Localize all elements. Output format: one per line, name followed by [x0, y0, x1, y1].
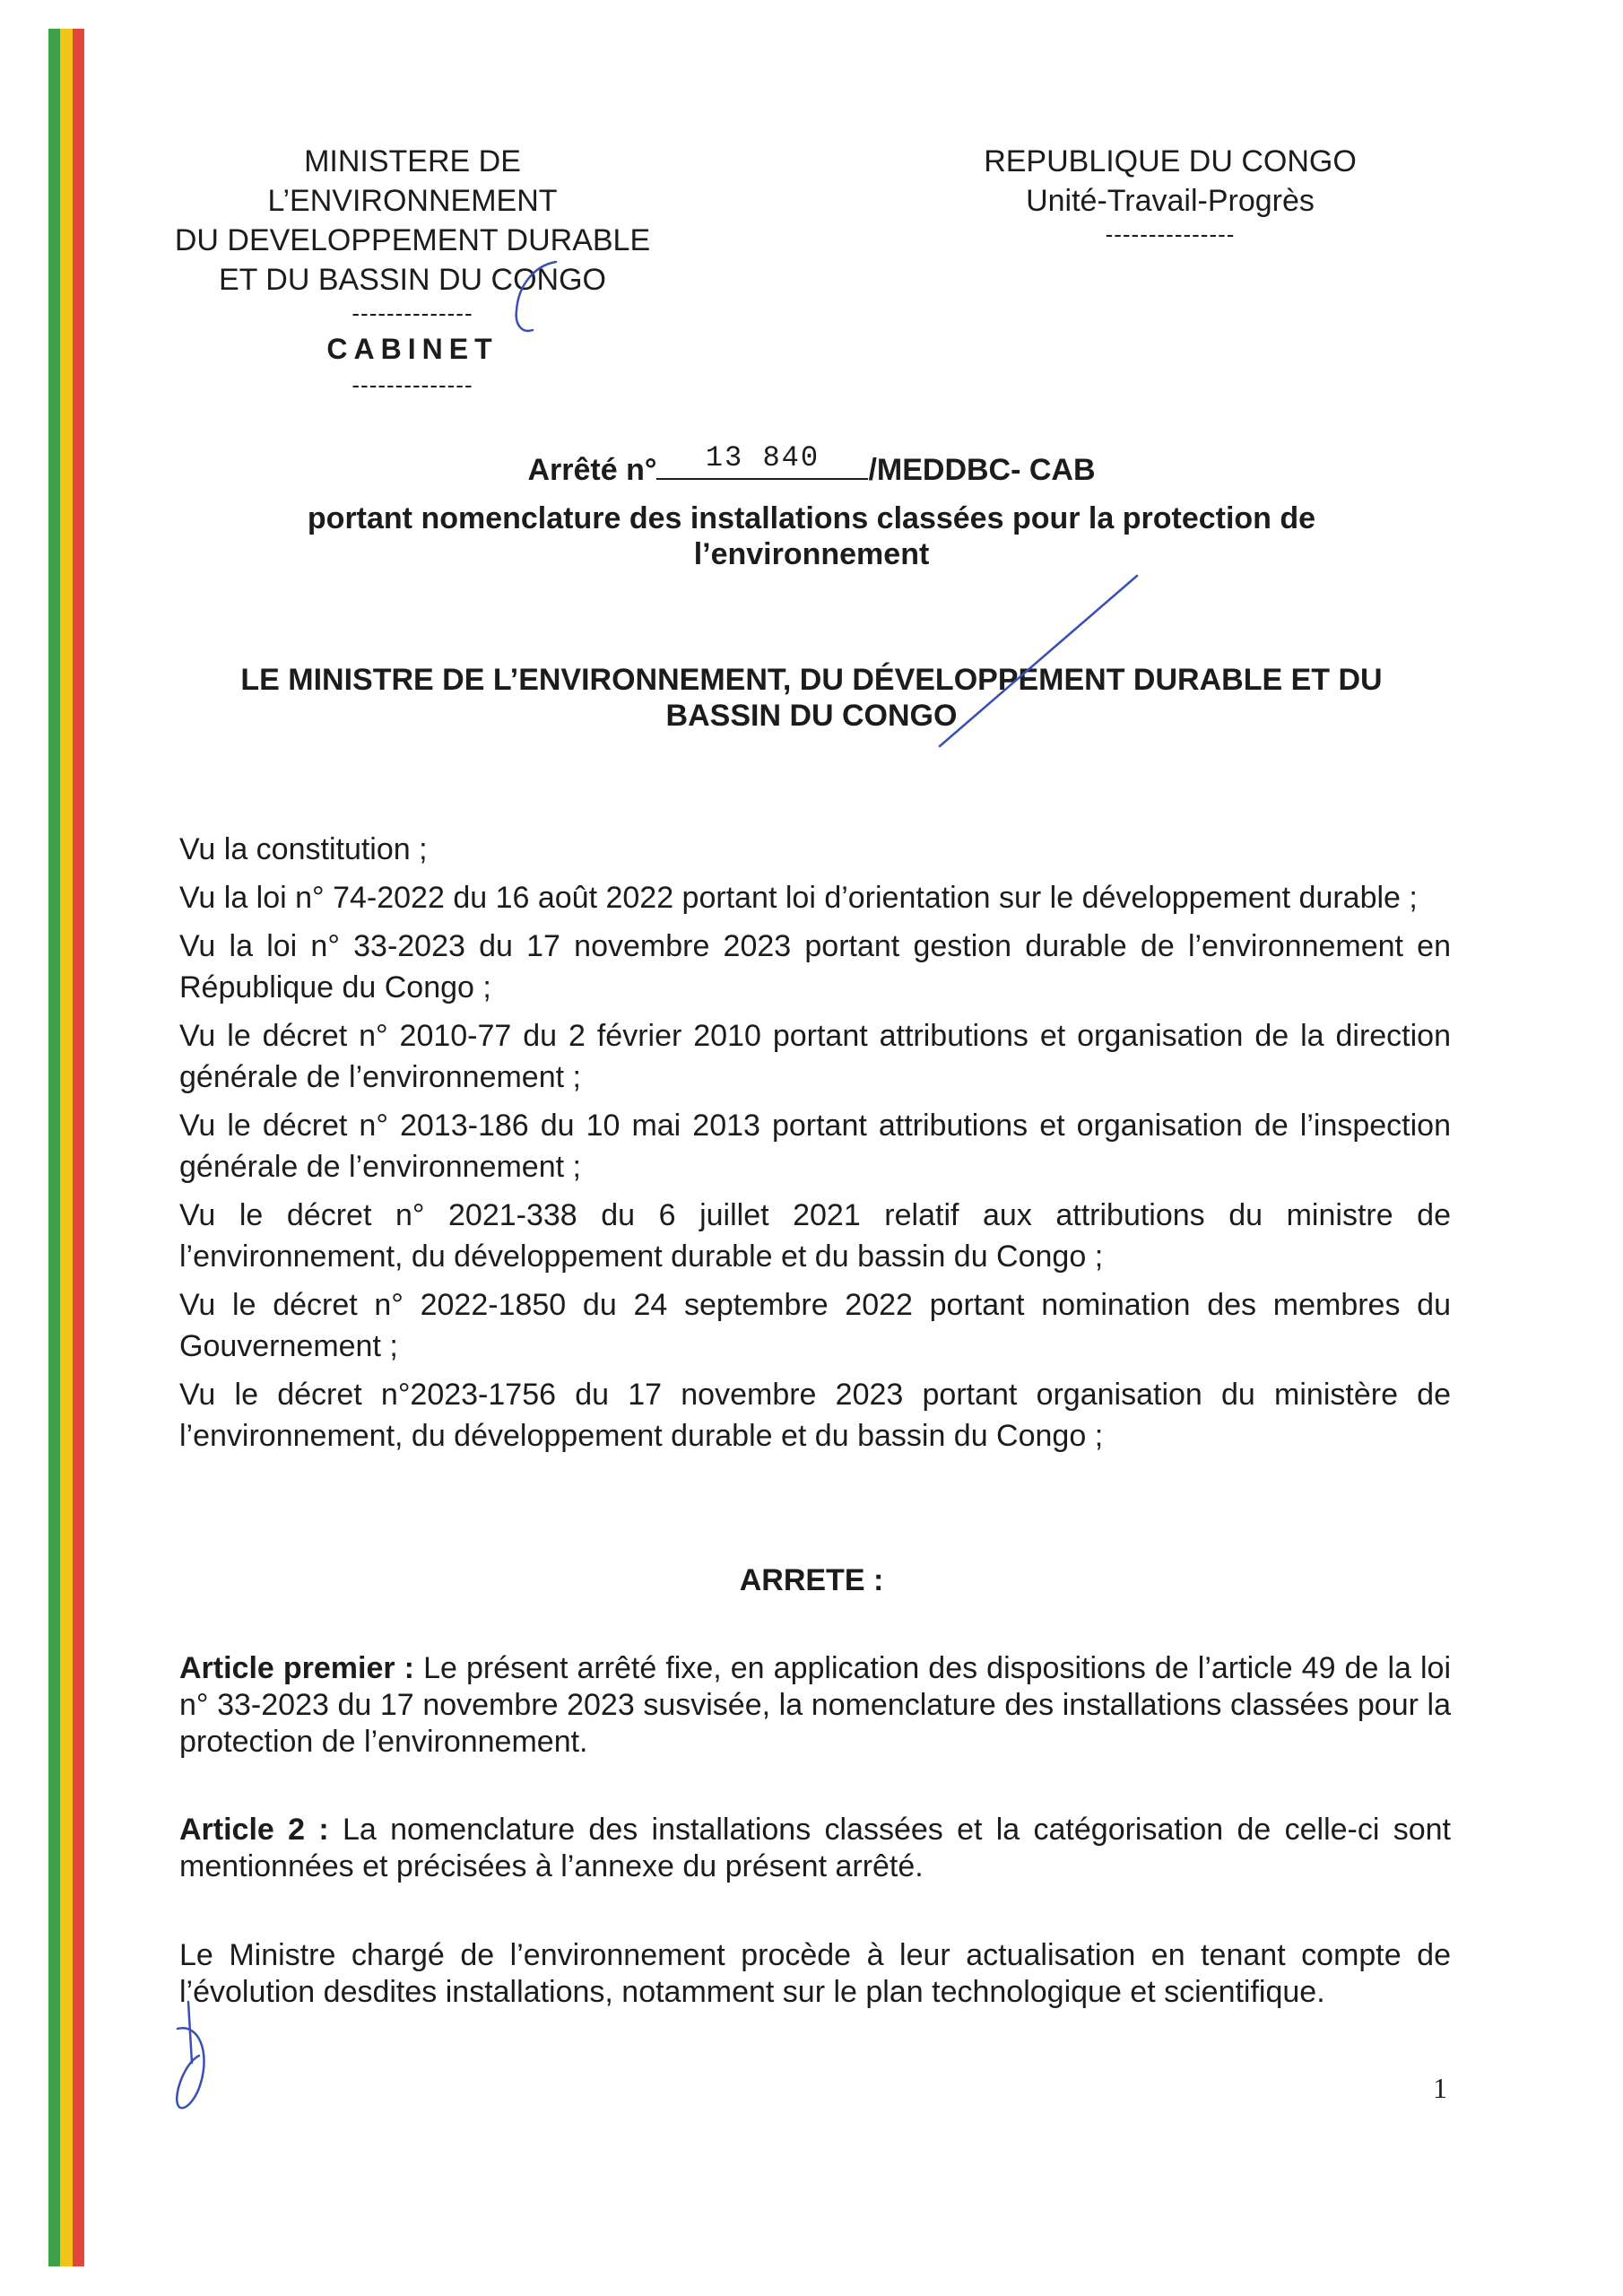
order-subject	[179, 500, 1444, 572]
minister-heading-line-2: BASSIN DU CONGO	[665, 699, 958, 733]
minister-heading-line-1: LE MINISTRE DE L’ENVIRONNEMENT, DU DÉVELOPPEMENT DURABLE ET DU	[240, 663, 1383, 697]
page-number: 1	[1433, 2072, 1447, 2104]
order-suffix: /MEDDBC- CAB	[868, 453, 1096, 487]
ministry-separator-bottom: --------------	[352, 371, 473, 398]
republic-motto: Unité-Travail-Progrès	[1026, 184, 1315, 218]
visa-item: Vu la loi n° 33-2023 du 17 novembre 2023 portant gestion durable de l’environnement en République du Congo ;	[179, 929, 1451, 1004]
republic-name: REPUBLIQUE DU CONGO	[984, 144, 1357, 178]
order-number: 13 840	[705, 441, 820, 474]
flag-yellow-band	[60, 29, 72, 2266]
republic-header	[946, 142, 1394, 248]
flag-red-band	[73, 29, 84, 2266]
article-premier-label: Article premier :	[179, 1651, 415, 1685]
flag-stripe	[48, 29, 84, 2266]
visa-item: Vu le décret n° 2021-338 du 6 juillet 2021 relatif aux attributions du ministre de l’environnement, du développement durable et du bassin du Congo ;	[179, 1198, 1451, 1274]
arrete-heading: ARRETE :	[739, 1563, 884, 1597]
visa-item: Vu la loi n° 74-2022 du 16 août 2022 portant loi d’orientation sur le développement durable ;	[179, 881, 1418, 915]
order-number-line	[179, 441, 1444, 490]
order-number-field	[656, 441, 868, 480]
flag-green-band	[48, 29, 60, 2266]
cabinet-label: CABINET	[326, 333, 499, 365]
visas-list	[179, 829, 1451, 1464]
order-prefix: Arrêté n°	[527, 453, 657, 487]
paraph-mark	[177, 2002, 204, 2108]
visa-item: Vu le décret n°2023-1756 du 17 novembre 2023 portant organisation du ministère de l’environnement, du développement durable et du bassin du Congo ;	[179, 1378, 1451, 1453]
order-subject-line-2: l’environnement	[693, 537, 930, 571]
minister-heading	[179, 662, 1444, 734]
article-2	[179, 1812, 1451, 1885]
republic-separator: ---------------	[1105, 221, 1236, 248]
visa-item: Vu la constitution ;	[179, 832, 428, 866]
ministry-line-3: ET DU BASSIN DU CONGO	[219, 263, 606, 297]
ministry-header	[161, 142, 664, 398]
ministry-line-1: MINISTERE DE L’ENVIRONNEMENT	[267, 144, 558, 218]
visa-item: Vu le décret n° 2010-77 du 2 février 2010 portant attributions et organisation de la direction générale de l’environnement ;	[179, 1019, 1451, 1094]
visa-item: Vu le décret n° 2013-186 du 10 mai 2013 portant attributions et organisation de l’inspection générale de l’environnement ;	[179, 1109, 1451, 1184]
order-subject-line-1: portant nomenclature des installations classées pour la protection de	[307, 501, 1316, 535]
article-premier	[179, 1650, 1451, 1761]
closing-paragraph: Le Ministre chargé de l’environnement procède à leur actualisation en tenant compte de l’évolution desdites installations, notamment sur le plan technologique et scientifique.	[179, 1938, 1451, 2009]
ministry-line-2: DU DEVELOPPEMENT DURABLE	[174, 223, 651, 257]
article-2-text: La nomenclature des installations classées et la catégorisation de celle-ci sont mentionnées et précisées à l’annexe du présent arrêté.	[179, 1813, 1451, 1883]
article-premier-text: Le présent arrêté fixe, en application des dispositions de l’article 49 de la loi n° 33-2023 du 17 novembre 2023 susvisée, la nomenclature des installations classées pour la protection de l’environnement.	[179, 1651, 1451, 1759]
article-2-label: Article 2 :	[179, 1813, 329, 1847]
visa-item: Vu le décret n° 2022-1850 du 24 septembre 2022 portant nomination des membres du Gouvernement ;	[179, 1288, 1451, 1363]
ministry-separator-top: --------------	[352, 300, 473, 326]
